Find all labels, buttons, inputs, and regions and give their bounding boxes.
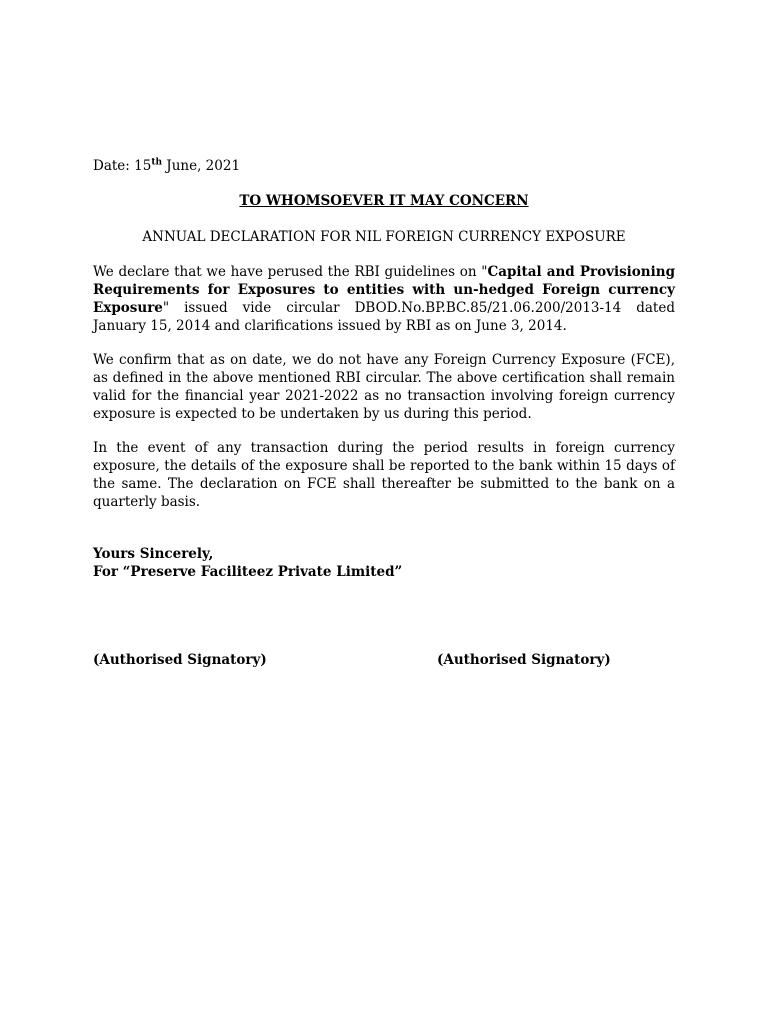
declaration-paragraph <box>93 263 675 335</box>
closing-block <box>93 545 402 581</box>
company-line: For “Preserve Faciliteez Private Limited” <box>93 564 403 580</box>
reporting-paragraph: In the event of any transaction during the period results in foreign currency exposure, the details of the exposure shall be reported to the bank within 15 days of the same. The declaration on FCE shall thereafter be submitted to the bank on a quarterly basis. <box>93 440 675 510</box>
paragraph1-guideline-title: Capital and Provisioning Requirements for Exposures to entities with un-hedged Foreign currency Exposure <box>93 264 676 316</box>
confirmation-paragraph: We confirm that as on date, we do not have any Foreign Currency Exposure (FCE), as defined in the above mentioned RBI circular. The above certification shall remain valid for the financial year 2021-2022 as no transaction involving foreign currency exposure is expected to be undertaken by us during this period. <box>93 352 675 422</box>
document-subheading: ANNUAL DECLARATION FOR NIL FOREIGN CURRENCY EXPOSURE <box>142 229 626 245</box>
signatory-left: (Authorised Signatory) <box>93 652 267 668</box>
paragraph1-intro: We declare that we have perused the RBI guidelines on " <box>93 264 488 280</box>
date-line <box>93 157 240 175</box>
date-prefix: Date: 15 <box>93 158 152 174</box>
signatory-right: (Authorised Signatory) <box>437 652 611 668</box>
date-ordinal-suffix: th <box>151 157 163 168</box>
paragraph1-circular-details: " issued vide circular DBOD.No.BP.BC.85/21.06.200/2013-14 dated January 15, 2014 and clarifications issued by RBI as on June 3, 2014. <box>93 300 675 334</box>
closing-salutation: Yours Sincerely, <box>93 546 214 562</box>
date-rest: June, 2021 <box>162 158 241 174</box>
document-heading: TO WHOMSOEVER IT MAY CONCERN <box>239 193 529 209</box>
